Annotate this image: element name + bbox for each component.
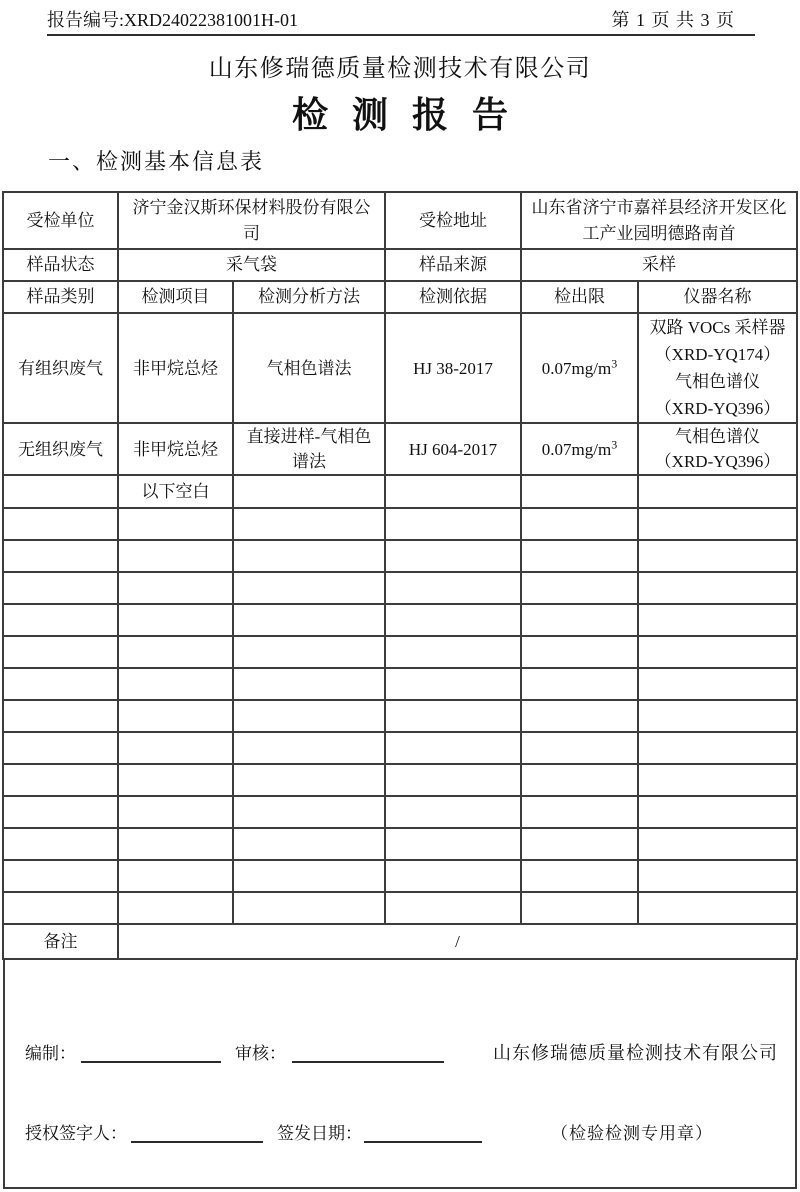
issue-date-blank [364, 1124, 482, 1143]
page-indicator: 第 1 页 共 3 页 [611, 10, 735, 30]
empty-row [3, 700, 797, 732]
basis-cell: HJ 604-2017 [385, 423, 521, 475]
col-header-item: 检测项目 [118, 281, 233, 313]
empty-cell [233, 828, 385, 860]
limit-value: 0.07mg/m [541, 439, 612, 459]
empty-cell [233, 892, 385, 924]
instrument-cell [638, 313, 797, 423]
reviewed-signature-blank [292, 1044, 444, 1063]
empty-cell [233, 636, 385, 668]
limit-value: 0.07mg/m [541, 358, 612, 378]
issue-date-label: 签发日期： [277, 1124, 362, 1143]
empty-cell [233, 475, 385, 508]
col-header-basis: 检测依据 [385, 281, 521, 313]
company-name: 山东修瑞德质量检测技术有限公司 [208, 56, 592, 82]
empty-cell [638, 508, 797, 540]
empty-cell [521, 892, 638, 924]
sign-issue-group [25, 1121, 482, 1147]
source-value-cell: 采样 [521, 249, 797, 281]
report-number: 报告编号:XRD24022381001H-01 [47, 10, 298, 30]
empty-cell [521, 796, 638, 828]
row-organized-exhaust [3, 313, 797, 423]
empty-cell [521, 572, 638, 604]
empty-cell [233, 572, 385, 604]
instrument-line: 气相色谱仪 [675, 372, 760, 391]
empty-cell [118, 572, 233, 604]
empty-cell [638, 572, 797, 604]
empty-cell [3, 732, 118, 764]
empty-cell [638, 540, 797, 572]
col-header-method: 检测分析方法 [233, 281, 385, 313]
limit-cell [521, 313, 638, 423]
authorized-signer-blank [131, 1124, 263, 1143]
empty-row [3, 668, 797, 700]
address-value-cell: 山东省济宁市嘉祥县经济开发区化工产业园明德路南首 [521, 192, 797, 249]
empty-cell [521, 636, 638, 668]
empty-cell [385, 668, 521, 700]
row-remark [3, 924, 797, 959]
empty-cell [638, 475, 797, 508]
empty-cell [3, 892, 118, 924]
method-cell: 直接进样-气相色谱法 [233, 423, 385, 475]
empty-cell [233, 732, 385, 764]
row-unit-address [3, 192, 797, 249]
row-column-headers [3, 281, 797, 313]
empty-cell [638, 860, 797, 892]
empty-cell [118, 860, 233, 892]
empty-cell [3, 796, 118, 828]
empty-cell [3, 668, 118, 700]
empty-cell [118, 540, 233, 572]
empty-cell [3, 508, 118, 540]
empty-cell [118, 508, 233, 540]
empty-cell [521, 828, 638, 860]
report-title: 检测报告 [291, 95, 532, 135]
empty-cell [638, 636, 797, 668]
empty-cell [385, 540, 521, 572]
empty-cell [385, 796, 521, 828]
signature-footer-box [3, 960, 797, 1189]
empty-cell [521, 700, 638, 732]
item-cell: 非甲烷总烃 [118, 313, 233, 423]
unit-value-cell: 济宁金汉斯环保材料股份有限公司 [118, 192, 385, 249]
empty-cell [638, 604, 797, 636]
method-cell: 气相色谱法 [233, 313, 385, 423]
col-header-category: 样品类别 [3, 281, 118, 313]
empty-cell [638, 796, 797, 828]
empty-cell [118, 828, 233, 860]
empty-cell [118, 732, 233, 764]
instrument-line: 气相色谱仪 [675, 427, 760, 446]
empty-cell [385, 892, 521, 924]
empty-cell [118, 636, 233, 668]
category-cell: 无组织废气 [3, 423, 118, 475]
col-header-instrument: 仪器名称 [638, 281, 797, 313]
prepared-label: 编制： [25, 1044, 76, 1063]
empty-row [3, 860, 797, 892]
info-table [2, 191, 798, 960]
footer-line-prepare-review [5, 960, 795, 1067]
limit-exponent: 3 [611, 355, 618, 370]
empty-cell [638, 700, 797, 732]
limit-cell [521, 423, 638, 475]
item-cell: 非甲烷总烃 [118, 423, 233, 475]
empty-cell [233, 668, 385, 700]
empty-cell [521, 668, 638, 700]
prepared-signature-blank [81, 1044, 221, 1063]
empty-cell [3, 700, 118, 732]
empty-row [3, 892, 797, 924]
empty-cell [3, 475, 118, 508]
empty-cell [521, 732, 638, 764]
empty-row [3, 604, 797, 636]
empty-cell [385, 700, 521, 732]
row-unorganized-exhaust [3, 423, 797, 475]
instrument-line: （XRD-YQ396） [654, 452, 781, 471]
instrument-line: 双路 VOCs 采样器 [649, 318, 786, 337]
empty-cell [638, 828, 797, 860]
source-label-cell: 样品来源 [385, 249, 521, 281]
empty-cell [521, 475, 638, 508]
empty-cell [638, 732, 797, 764]
empty-row [3, 508, 797, 540]
empty-cell [118, 668, 233, 700]
empty-cell [385, 604, 521, 636]
instrument-line: （XRD-YQ396） [654, 399, 781, 418]
empty-cell [521, 764, 638, 796]
empty-row [3, 764, 797, 796]
empty-cell [118, 892, 233, 924]
empty-cell [3, 764, 118, 796]
empty-cell [233, 796, 385, 828]
empty-cell [385, 636, 521, 668]
status-label-cell: 样品状态 [3, 249, 118, 281]
empty-cell [385, 764, 521, 796]
empty-cell [3, 540, 118, 572]
empty-cell [233, 540, 385, 572]
empty-cell [521, 860, 638, 892]
empty-cell [638, 764, 797, 796]
empty-cell [3, 604, 118, 636]
empty-row [3, 572, 797, 604]
blank-note-cell: 以下空白 [118, 475, 233, 508]
empty-cell [521, 508, 638, 540]
unit-label-cell: 受检单位 [3, 192, 118, 249]
instrument-cell [638, 423, 797, 475]
empty-cell [3, 860, 118, 892]
empty-row [3, 540, 797, 572]
remark-value-cell: / [118, 924, 797, 959]
empty-cell [3, 828, 118, 860]
footer-line-sign-issue [5, 1121, 795, 1147]
footer-company-name: 山东修瑞德质量检测技术有限公司 [493, 1043, 778, 1063]
empty-cell [118, 700, 233, 732]
remark-label-cell: 备注 [3, 924, 118, 959]
empty-cell [233, 700, 385, 732]
empty-cell [233, 508, 385, 540]
row-blank-note [3, 475, 797, 508]
basis-cell: HJ 38-2017 [385, 313, 521, 423]
empty-row [3, 636, 797, 668]
empty-cell [385, 508, 521, 540]
empty-cell [521, 604, 638, 636]
empty-row [3, 828, 797, 860]
page-header [47, 8, 755, 36]
status-value-cell: 采气袋 [118, 249, 385, 281]
empty-cell [385, 572, 521, 604]
empty-cell [3, 636, 118, 668]
instrument-line: （XRD-YQ174） [654, 345, 781, 364]
empty-cell [118, 604, 233, 636]
empty-cell [233, 604, 385, 636]
empty-cell [233, 860, 385, 892]
row-status-source [3, 249, 797, 281]
inspection-seal-note: （检验检测专用章） [551, 1124, 713, 1143]
address-label-cell: 受检地址 [385, 192, 521, 249]
empty-cell [385, 732, 521, 764]
empty-row [3, 796, 797, 828]
reviewed-label: 审核： [235, 1044, 286, 1063]
empty-cell [385, 475, 521, 508]
empty-cell [638, 892, 797, 924]
empty-cell [521, 540, 638, 572]
empty-cell [638, 668, 797, 700]
prepare-review-group [25, 1041, 444, 1067]
empty-cell [233, 764, 385, 796]
empty-cell [3, 572, 118, 604]
col-header-limit: 检出限 [521, 281, 638, 313]
empty-cell [385, 828, 521, 860]
section-title: 一、检测基本信息表 [48, 149, 265, 174]
empty-cell [118, 796, 233, 828]
empty-cell [118, 764, 233, 796]
authorized-signer-label: 授权签字人： [25, 1124, 127, 1143]
empty-row [3, 732, 797, 764]
category-cell: 有组织废气 [3, 313, 118, 423]
empty-cell [385, 860, 521, 892]
limit-exponent: 3 [611, 436, 618, 451]
